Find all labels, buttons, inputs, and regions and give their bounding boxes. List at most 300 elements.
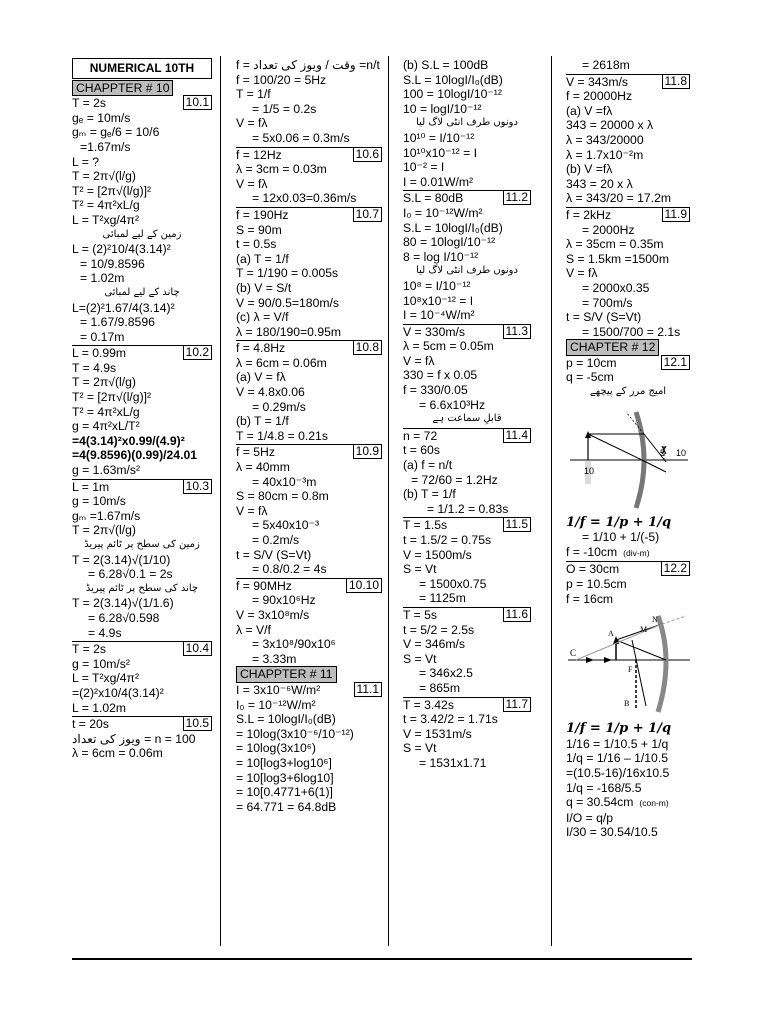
- equation-line: [72, 611, 212, 626]
- problem-number-badge: 10.1: [183, 95, 212, 110]
- line-text: = 10[0.4771+6(1)]: [236, 785, 333, 800]
- equation-line: [236, 460, 382, 475]
- equation-line: [403, 637, 531, 652]
- line-text: f = 2kHz: [566, 207, 612, 222]
- equation-line: [72, 448, 212, 463]
- equation-line: [403, 383, 531, 398]
- equation-line: [236, 237, 382, 252]
- equation-line: [72, 716, 212, 732]
- line-text: T = 2s: [72, 642, 106, 657]
- equation-line: [236, 489, 382, 504]
- equation-line: [236, 102, 382, 117]
- equation-line: [72, 361, 212, 376]
- problem-number-badge: 10.4: [183, 641, 212, 656]
- line-text: V = fλ: [566, 266, 598, 281]
- line-text: = 0.29m/s: [252, 399, 306, 414]
- line-text: = 72/60 = 1.2Hz: [411, 472, 498, 487]
- equation-line: [403, 250, 531, 265]
- equation-line: [72, 140, 212, 155]
- line-text: T = 2(3.14)√(1/1.6): [72, 596, 174, 611]
- line-text: = 1531x1.71: [419, 755, 487, 770]
- line-text: V = fλ: [403, 353, 435, 368]
- line-text: 10⁸x10⁻¹² = I: [403, 293, 474, 308]
- line-text: 1/f = 1/p + 1/q: [566, 514, 672, 530]
- problem-number-badge: 10.9: [353, 444, 382, 459]
- line-text: S = Vt: [403, 651, 437, 666]
- equation-line: [236, 177, 382, 192]
- equation-line: [403, 623, 531, 638]
- equation-line: [403, 591, 531, 606]
- equation-line: [72, 641, 212, 657]
- equation-line: [236, 518, 382, 533]
- equation-line: [403, 58, 531, 73]
- line-text: (b) V = S/t: [236, 280, 292, 295]
- problem-number-badge: 10.10: [346, 578, 382, 593]
- equation-line: [566, 207, 690, 223]
- equation-line: [566, 370, 690, 385]
- line-text: (b) T = 1/f: [403, 487, 456, 502]
- line-text: L = ?: [72, 154, 99, 169]
- chapter-label: CHAPPTER # 10: [72, 80, 173, 97]
- equation-line: [236, 712, 382, 727]
- line-text: g = 10m/s²: [72, 656, 130, 671]
- urdu-note: [72, 538, 212, 553]
- equation-line: [236, 191, 382, 206]
- line-text: V = fλ: [236, 176, 268, 191]
- line-text: I = 10⁻⁴W/m²: [403, 308, 475, 323]
- equation-line: [403, 87, 531, 102]
- equation-line: [566, 148, 690, 163]
- equation-line: [236, 698, 382, 713]
- equation-line: [236, 637, 382, 652]
- line-text: f = وقت / ویوز کی تعداد =n/t: [236, 58, 380, 72]
- equation-line: [236, 727, 382, 742]
- line-text: = 10log(3x10⁻⁶/10⁻¹²): [236, 726, 354, 741]
- line-text: T = 5s: [403, 607, 437, 622]
- line-text: λ = 1.7x10⁻²m: [566, 147, 644, 162]
- line-text: T² = 4π²xL/g: [72, 404, 140, 419]
- equation-line: [72, 463, 212, 478]
- equation-line: [566, 811, 690, 826]
- line-text: 100 = 10logI/10⁻¹²: [403, 87, 502, 102]
- line-text: 343 = 20 x λ: [566, 176, 633, 191]
- equation-line: [566, 766, 690, 781]
- equation-line: [566, 751, 690, 766]
- problem-number-badge: 11.9: [662, 207, 690, 222]
- equation-line: [403, 681, 531, 696]
- problem-number-badge: 11.3: [503, 324, 531, 339]
- equation-line: [566, 530, 690, 545]
- line-text: t = 1.5/2 = 0.75s: [403, 533, 492, 547]
- concave-mirror-diagram-2: [566, 610, 690, 718]
- line-text: = 12x0.03=0.36m/s: [252, 191, 357, 206]
- line-text: S.L = 80dB: [403, 191, 464, 206]
- footer-rule: [72, 958, 692, 960]
- problem-number-badge: 10.5: [183, 716, 212, 731]
- equation-line: [403, 443, 531, 458]
- equation-line: [236, 340, 382, 356]
- equation-line: [403, 206, 531, 221]
- line-text: زمین کی سطح پر ٹائم پیریڈ: [84, 539, 200, 550]
- line-text: 1/q = -168/5.5: [566, 780, 642, 795]
- line-text: V = 90/0.5=180m/s: [236, 295, 339, 310]
- column-4-top: [566, 58, 690, 400]
- equation-line: [566, 592, 690, 607]
- equation-line: [566, 825, 690, 840]
- line-text: I/O = q/p: [566, 810, 614, 825]
- fig1-label: 10: [584, 465, 595, 476]
- line-text: 10⁻² = I: [403, 160, 445, 175]
- line-text: =(10.5-16)/16x10.5: [566, 766, 670, 780]
- equation-line: [72, 405, 212, 420]
- line-text: 1/q = 1/16 – 1/10.5: [566, 751, 668, 766]
- equation-line: [403, 577, 531, 592]
- line-text: 10⁸ = I/10⁻¹²: [403, 278, 471, 293]
- problem-number-badge: 11.6: [503, 607, 531, 622]
- equation-line: [236, 116, 382, 131]
- equation-line: [403, 502, 531, 517]
- line-text: f = 5Hz: [236, 445, 275, 460]
- equation-line: [403, 102, 531, 117]
- line-text: q = -5cm: [566, 370, 614, 385]
- line-text: زمین کے لیے لمبائی: [102, 228, 182, 240]
- column-3: [403, 58, 531, 771]
- line-text: = 1.67/9.8596: [80, 315, 155, 330]
- equation-line: [236, 771, 382, 786]
- equation-line: [566, 177, 690, 192]
- equation-line: [566, 781, 690, 796]
- line-text: 10¹⁰ = I/10⁻¹²: [403, 130, 475, 145]
- equation-line: [566, 516, 690, 531]
- line-text: S = 80cm = 0.8m: [236, 489, 329, 504]
- equation-line: [566, 104, 690, 119]
- fig2-label: M: [640, 625, 648, 635]
- equation-line: [72, 96, 212, 111]
- line-text: = 5x0.06 = 0.3m/s: [252, 130, 350, 145]
- equation-line: [236, 533, 382, 548]
- equation-line: [72, 213, 212, 228]
- equation-line: [403, 354, 531, 369]
- equation-line: [566, 133, 690, 148]
- equation-line: [566, 223, 690, 238]
- line-text: L = 1.02m: [72, 700, 127, 715]
- line-text: (a) V =fλ: [566, 103, 613, 118]
- equation-line: [236, 429, 382, 444]
- equation-line: [403, 487, 531, 502]
- line-text: (a) f = n/t: [403, 458, 453, 473]
- line-text: L=(2)²1.67/4(3.14)²: [72, 300, 175, 315]
- line-text: (b) V =fλ: [566, 162, 613, 177]
- problem-number-badge: 11.4: [503, 428, 531, 443]
- line-text: T = 2(3.14)√(1/10): [72, 552, 171, 567]
- equation-line: [72, 111, 212, 126]
- equation-line: [72, 155, 212, 170]
- line-text: L = 0.99m: [72, 346, 127, 361]
- line-text: = 1/5 = 0.2s: [252, 101, 317, 116]
- line-text: V = fλ: [236, 503, 268, 518]
- urdu-note: [403, 116, 531, 131]
- line-text: t = S/V (S=Vt): [566, 310, 642, 325]
- equation-line: [236, 266, 382, 281]
- line-text: t = 60s: [403, 443, 440, 458]
- line-text: = 40x10⁻³m: [252, 474, 317, 489]
- line-text: = 865m: [419, 680, 460, 695]
- problem-number-badge: 10.3: [183, 479, 212, 494]
- line-text: = 1.02m: [80, 271, 125, 286]
- line-text: f = 100/20 = 5Hz: [236, 72, 327, 87]
- equation-line: [236, 414, 382, 429]
- equation-line: [236, 756, 382, 771]
- line-text: V = 1531m/s: [403, 726, 472, 741]
- chapter-label: CHAPTER # 12: [566, 339, 659, 356]
- line-text: = 10[log3+6log10]: [236, 770, 334, 785]
- line-text: قابلِ سماعت ہے: [432, 413, 502, 425]
- column-4-bottom: [566, 722, 690, 840]
- line-text: t = 0.5s: [236, 237, 277, 252]
- line-text: T = 1/190 = 0.005s: [236, 266, 339, 281]
- line-text: f = 90MHz: [236, 578, 292, 593]
- line-text: S.L = 10logI/I₀(dB): [403, 220, 503, 235]
- fig2-label: A: [608, 629, 614, 639]
- equation-line: [403, 324, 531, 340]
- line-text: T = 1/f: [236, 87, 271, 102]
- line-text: p = 10.5cm: [566, 577, 627, 592]
- line-text: g = 4π²xL/T²: [72, 419, 140, 434]
- line-text: I = 0.01W/m²: [403, 174, 474, 189]
- problem-number-badge: 10.7: [353, 207, 382, 222]
- problem-number-badge: 10.8: [353, 340, 382, 355]
- line-text: (c) λ = V/f: [236, 310, 289, 325]
- line-text: S = 1.5km =1500m: [566, 251, 669, 266]
- equation-line: [72, 169, 212, 184]
- urdu-note: [403, 264, 531, 279]
- line-text: = 64.771 = 64.8dB: [236, 799, 337, 814]
- line-text: f = 4.8Hz: [236, 341, 286, 356]
- line-text: = 90x10⁶Hz: [252, 593, 316, 608]
- equation-line: [566, 296, 690, 311]
- equation-line: [236, 356, 382, 371]
- equation-line: [403, 146, 531, 161]
- equation-line: [236, 147, 382, 163]
- line-text: = 2000Hz: [582, 222, 635, 237]
- mirror-type-note: (con-m): [639, 798, 669, 809]
- line-text: T = 3.42s: [403, 697, 454, 712]
- line-text: V = 4.8x0.06: [236, 385, 305, 400]
- equation-line: [403, 190, 531, 206]
- fig1-label: 10: [676, 447, 687, 458]
- equation-line: [403, 727, 531, 742]
- equation-line: [236, 73, 382, 88]
- line-text: 80 = 10logI/10⁻¹²: [403, 235, 496, 250]
- equation-line: [566, 58, 690, 73]
- line-text: = 6.6x10³Hz: [419, 397, 486, 412]
- line-text: T² = 4π²xL/g: [72, 198, 140, 213]
- equation-line: [566, 310, 690, 325]
- line-text: T = 4.9s: [72, 360, 117, 375]
- equation-line: [72, 553, 212, 568]
- line-text: T = 2s: [72, 96, 106, 111]
- equation-line: [566, 252, 690, 267]
- equation-line: [236, 400, 382, 415]
- problem-number-badge: 11.2: [503, 190, 531, 205]
- line-text: gₑ = 10m/s: [72, 110, 131, 125]
- line-text: = 0.2m/s: [252, 533, 300, 547]
- line-text: gₘ =1.67m/s: [72, 508, 141, 523]
- line-text: 8 = log I/10⁻¹²: [403, 249, 479, 264]
- urdu-note: [72, 228, 212, 243]
- equation-line: [236, 207, 382, 223]
- line-text: = 2618m: [582, 58, 630, 72]
- problem-number-badge: 11.1: [354, 682, 382, 697]
- line-text: V = 343m/s: [566, 74, 628, 89]
- line-text: S.L = 10logI/I₀(dB): [403, 72, 503, 87]
- urdu-note: [72, 582, 212, 597]
- line-text: g = 1.63m/s²: [72, 463, 141, 478]
- equation-line: [403, 517, 531, 533]
- urdu-note: [566, 385, 690, 400]
- line-text: = 1500/700 = 2.1s: [582, 324, 681, 339]
- line-text: S = Vt: [403, 562, 437, 577]
- line-text: λ = 35cm = 0.35m: [566, 237, 664, 252]
- line-text: f = 16cm: [566, 591, 614, 606]
- equation-line: [236, 578, 382, 594]
- line-text: I = 3x10⁻⁶W/m²: [236, 682, 321, 697]
- equation-line: [236, 131, 382, 146]
- equation-line: [236, 623, 382, 638]
- line-text: (a) T = 1/f: [236, 251, 289, 266]
- equation-line: [236, 281, 382, 296]
- equation-line: [403, 398, 531, 413]
- column-1: [72, 58, 212, 761]
- equation-line: [72, 686, 212, 701]
- column-divider: [220, 56, 221, 946]
- equation-line: [403, 73, 531, 88]
- line-text: دونوں طرف انٹی لاگ لیا: [416, 117, 518, 129]
- equation-line: [566, 281, 690, 296]
- line-text: = 3x10⁸/90x10⁶: [252, 637, 336, 652]
- line-text: = 6.28√0.1 = 2s: [88, 567, 173, 582]
- column-4-middle: [566, 516, 690, 607]
- equation-line: [403, 712, 531, 727]
- equation-line: [403, 368, 531, 383]
- line-text: (a) V = fλ: [236, 370, 286, 385]
- equation-line: [403, 221, 531, 236]
- line-text: S.L = 10logI/I₀(dB): [236, 712, 336, 727]
- urdu-note: [403, 412, 531, 427]
- line-text: T² = [2π√(l/g)]²: [72, 183, 152, 198]
- line-text: L = T²xg/4π²: [72, 671, 140, 686]
- line-text: = 0.8/0.2 = 4s: [252, 562, 327, 577]
- line-text: چاند کے لیے لمبائی: [104, 286, 180, 298]
- fig2-label: B: [624, 699, 630, 709]
- line-text: = 1500x0.75: [419, 576, 487, 591]
- line-text: 1/16 = 1/10.5 + 1/q: [566, 736, 669, 751]
- line-text: t = 5/2 = 2.5s: [403, 622, 475, 637]
- equation-line: [566, 325, 690, 340]
- line-text: f = 330/0.05: [403, 383, 468, 398]
- problem-number-badge: 11.7: [503, 697, 531, 712]
- line-text: O = 30cm: [566, 562, 620, 577]
- equation-line: [72, 419, 212, 434]
- line-text: L = 1m: [72, 479, 110, 494]
- line-text: T = 2π√(l/g): [72, 169, 136, 184]
- equation-line: [566, 266, 690, 281]
- line-text: p = 10cm: [566, 355, 617, 370]
- line-text: λ = 180/190=0.95m: [236, 324, 342, 339]
- line-text: λ = 343/20 = 17.2m: [566, 191, 672, 206]
- equation-line: [403, 458, 531, 473]
- equation-line: [566, 795, 690, 811]
- chapter-heading: [72, 80, 212, 97]
- equation-line: [566, 722, 690, 737]
- line-text: λ = 40mm: [236, 460, 290, 475]
- equation-line: [236, 548, 382, 563]
- equation-line: [236, 296, 382, 311]
- column-2: [236, 58, 382, 814]
- equation-line: [236, 785, 382, 800]
- equation-line: [566, 545, 690, 561]
- equation-line: [72, 657, 212, 672]
- equation-line: [72, 257, 212, 272]
- line-text: 10 = logI/10⁻¹²: [403, 101, 482, 116]
- equation-line: [72, 315, 212, 330]
- line-text: امیج مرر کے پیچھے: [589, 386, 667, 398]
- equation-line: [72, 701, 212, 716]
- equation-line: [236, 593, 382, 608]
- equation-line: [72, 434, 212, 449]
- chapter-label: CHAPPTER # 11: [236, 666, 337, 683]
- fig2-label: C: [570, 648, 577, 659]
- line-text: gₘ = gₑ/6 = 10/6: [72, 125, 160, 140]
- urdu-note: [72, 286, 212, 301]
- fig2-label: N: [652, 615, 658, 625]
- column-divider: [551, 56, 552, 946]
- equation-line: [403, 473, 531, 488]
- line-text: λ = V/f: [236, 622, 271, 637]
- line-text: L = T²xg/4π²: [72, 212, 140, 227]
- equation-line: [566, 737, 690, 752]
- equation-line: [72, 746, 212, 761]
- equation-line: [72, 390, 212, 405]
- equation-line: [566, 191, 690, 206]
- equation-line: [236, 370, 382, 385]
- equation-line: [72, 184, 212, 199]
- equation-line: [236, 58, 382, 73]
- equation-line: [403, 294, 531, 309]
- problem-number-badge: 11.5: [503, 517, 531, 532]
- equation-line: [403, 160, 531, 175]
- line-text: f = 12Hz: [236, 147, 282, 162]
- equation-line: [403, 548, 531, 563]
- line-text: = 1125m: [419, 591, 466, 606]
- equation-line: [566, 162, 690, 177]
- equation-line: [236, 504, 382, 519]
- line-text: λ = 6cm = 0.06m: [236, 355, 327, 370]
- problem-number-badge: 11.8: [662, 74, 690, 89]
- mirror-type-note: (div-m): [623, 547, 650, 558]
- line-text: 1/f = 1/p + 1/q: [566, 721, 672, 737]
- equation-line: [236, 310, 382, 325]
- fig1-label: 5: [660, 447, 666, 458]
- line-text: = 10[log3+log10⁶]: [236, 755, 332, 770]
- equation-line: [403, 666, 531, 681]
- line-text: = 10/9.8596: [80, 256, 145, 271]
- equation-line: [566, 237, 690, 252]
- line-text: =(2)²x10/4(3.14)²: [72, 685, 164, 700]
- line-text: ویوز کی تعداد = n = 100: [72, 731, 196, 746]
- line-text: V = 346m/s: [403, 637, 465, 652]
- line-text: n = 72: [403, 428, 438, 443]
